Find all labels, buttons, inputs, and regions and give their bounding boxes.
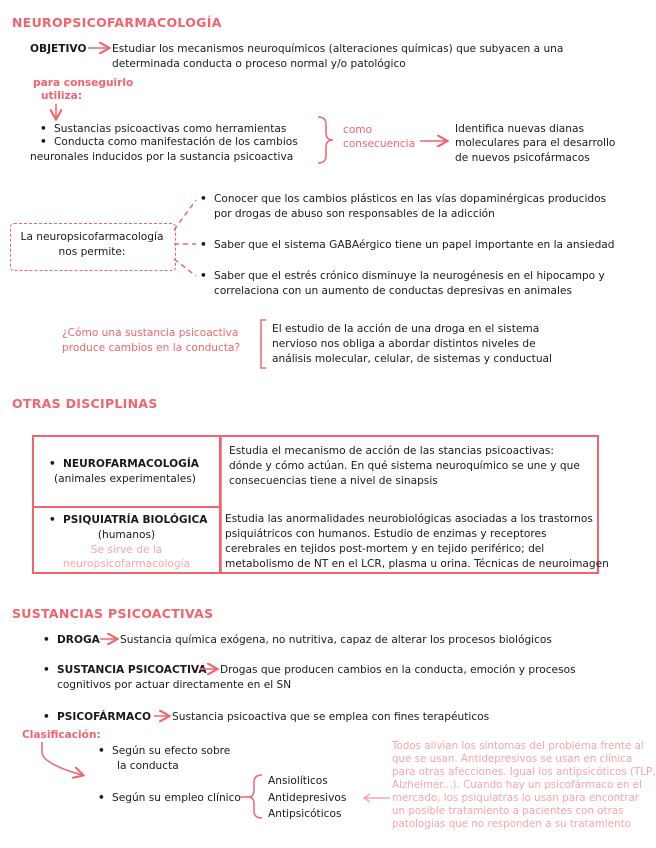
row1-desc-line1: Estudia el mecanismo de acción de las stancias psicoactivas: xyxy=(229,445,554,457)
clinical-note-line: un posible tratamiento a pacientes con otras xyxy=(392,805,624,817)
permite-item-3-line1: • Saber que el estrés crónico disminuye la neurogénesis en el hipocampo y xyxy=(214,269,605,283)
brace-clinical-icon xyxy=(248,775,262,818)
psicofarmaco-label: • PSICOFÁRMACO xyxy=(57,710,151,724)
para-conseguirlo-line2: utiliza: xyxy=(41,90,83,102)
clinical-type-antipsicoticos: Antipsicóticos xyxy=(268,808,342,820)
row1-desc-line3: consecuencias tiene a nivel de sinapsis xyxy=(229,475,438,487)
connector-1-icon xyxy=(174,200,196,230)
segun-empleo: • Según su empleo clínico xyxy=(112,791,241,805)
bracket-answer-icon xyxy=(261,320,266,368)
para-conseguirlo-line1: para conseguirlo xyxy=(33,77,134,89)
clinical-type-ansioliticos: Ansiolíticos xyxy=(268,775,328,787)
segun-efecto-line1: • Según su efecto sobre xyxy=(112,744,230,758)
clinical-note-line: que se usan. Antidepresivos se usan en clínica xyxy=(392,753,633,765)
clinical-note-line: Todos alivian los síntomas del problema frente al xyxy=(392,740,644,752)
sp-def-line1: Drogas que producen cambios en la conducta, emoción y procesos xyxy=(220,664,576,676)
question-line1: ¿Cómo una sustancia psicoactiva xyxy=(62,327,239,339)
clinical-note xyxy=(392,740,656,831)
consecuencia-line1: como xyxy=(343,124,373,136)
brace-tools-icon xyxy=(318,117,333,163)
clinical-type-antidepresivos: Antidepresivos xyxy=(268,792,347,804)
objetivo-label: OBJETIVO xyxy=(30,43,87,55)
answer-line2: nervioso nos obliga a abordar distintos niveles de xyxy=(272,338,536,350)
clinical-note-line: Alzheimer...). Cuando hay un psicofármaco en el xyxy=(392,779,642,791)
clinical-note-line: patologías que no responden a su tratamiento xyxy=(392,818,631,830)
result-line1: Identifica nuevas dianas xyxy=(455,123,585,135)
row2-desc-line3: cerebrales en tejidos post-mortem y en tejido periférico; del xyxy=(225,543,545,555)
connector-3-icon xyxy=(174,259,196,276)
row2-desc-line2: psiquiátricos con humanos. Estudio de enzimas y receptores xyxy=(225,528,547,540)
permite-item-3-line2: correlaciona con un aumento de conductas depresivas en animales xyxy=(214,285,572,297)
segun-efecto-line2: la conducta xyxy=(117,760,179,772)
row2-name: • PSIQUIATRÍA BIOLÓGICA xyxy=(63,513,207,527)
row2-sub: (humanos) xyxy=(97,529,156,541)
objetivo-text-line2: determinada conducta o proceso normal y/o patológico xyxy=(112,58,406,70)
permite-line2: nos permite: xyxy=(58,246,126,258)
tool-item-2-line1: • Conducta como manifestación de los cambios xyxy=(54,135,298,149)
sp-def-line2: cognitivos por actuar directamente en el SN xyxy=(57,679,292,691)
tool-item-1: • Sustancias psicoactivas como herramientas xyxy=(54,122,286,136)
question-line2: produce cambios en la conducta? xyxy=(62,342,241,354)
result-line2: moleculares para el desarrollo xyxy=(455,137,616,149)
clinical-note-line: mercado, los psiquiatras lo usan para encontrar xyxy=(392,792,639,804)
permite-item-1-line1: • Conocer que los cambios plásticos en las vías dopaminérgicas producidos xyxy=(214,192,606,206)
row2-desc-line1: Estudia las anormalidades neurobiológicas asociadas a los trastornos xyxy=(225,513,593,525)
arrow-clasificacion-icon xyxy=(42,742,82,775)
section-title-otras-disciplinas: OTRAS DISCIPLINAS xyxy=(12,396,158,411)
arrowhead-note-icon xyxy=(364,794,370,802)
row2-note-line1: Se sirve de la xyxy=(90,544,163,556)
section-title-sustancias: SUSTANCIAS PSICOACTIVAS xyxy=(12,606,214,621)
clinical-note-line: para otras afecciones. Igual los antipsicóticos (TLP, xyxy=(392,766,656,778)
sp-label: • SUSTANCIA PSICOACTIVA xyxy=(57,663,207,677)
tool-item-2-line2: neuronales inducidos por la sustancia psicoactiva xyxy=(30,151,294,163)
answer-line3: análisis molecular, celular, de sistemas y conductual xyxy=(272,353,552,365)
section-title-neuropsicofarmacologia: NEUROPSICOFARMACOLOGÍA xyxy=(12,15,222,30)
row1-sub: (animales experimentales) xyxy=(54,473,196,485)
row2-note-line2: neuropsicofarmacología xyxy=(62,558,191,570)
permite-line1: La neuropsicofarmacología xyxy=(20,231,164,243)
row1-name: • NEUROFARMACOLOGÍA xyxy=(63,457,199,471)
permite-item-1-line2: por drogas de abuso son responsables de la adicción xyxy=(214,208,495,220)
clasificacion-label: Clasificación: xyxy=(22,729,101,741)
consecuencia-line2: consecuencia xyxy=(343,138,416,150)
objetivo-text-line1: Estudiar los mecanismos neuroquímicos (alteraciones químicas) que subyacen a una xyxy=(112,43,564,55)
droga-def: Sustancia química exógena, no nutritiva, capaz de alterar los procesos biológicos xyxy=(120,634,552,646)
permite-item-2: • Saber que el sistema GABAérgico tiene un papel importante en la ansiedad xyxy=(214,238,615,252)
row1-desc-line2: dónde y cómo actúan. En qué sistema neuroquímico se une y que xyxy=(229,460,580,472)
result-line3: de nuevos psicofármacos xyxy=(455,152,590,164)
psicofarmaco-def: Sustancia psicoactiva que se emplea con fines terapéuticos xyxy=(172,711,490,723)
row2-desc-line4: metabolismo de NT en el LCR, plasma u orina. Técnicas de neuroimagen xyxy=(225,558,609,570)
droga-label: • DROGA xyxy=(57,633,100,647)
answer-line1: El estudio de la acción de una droga en el sistema xyxy=(272,323,540,335)
